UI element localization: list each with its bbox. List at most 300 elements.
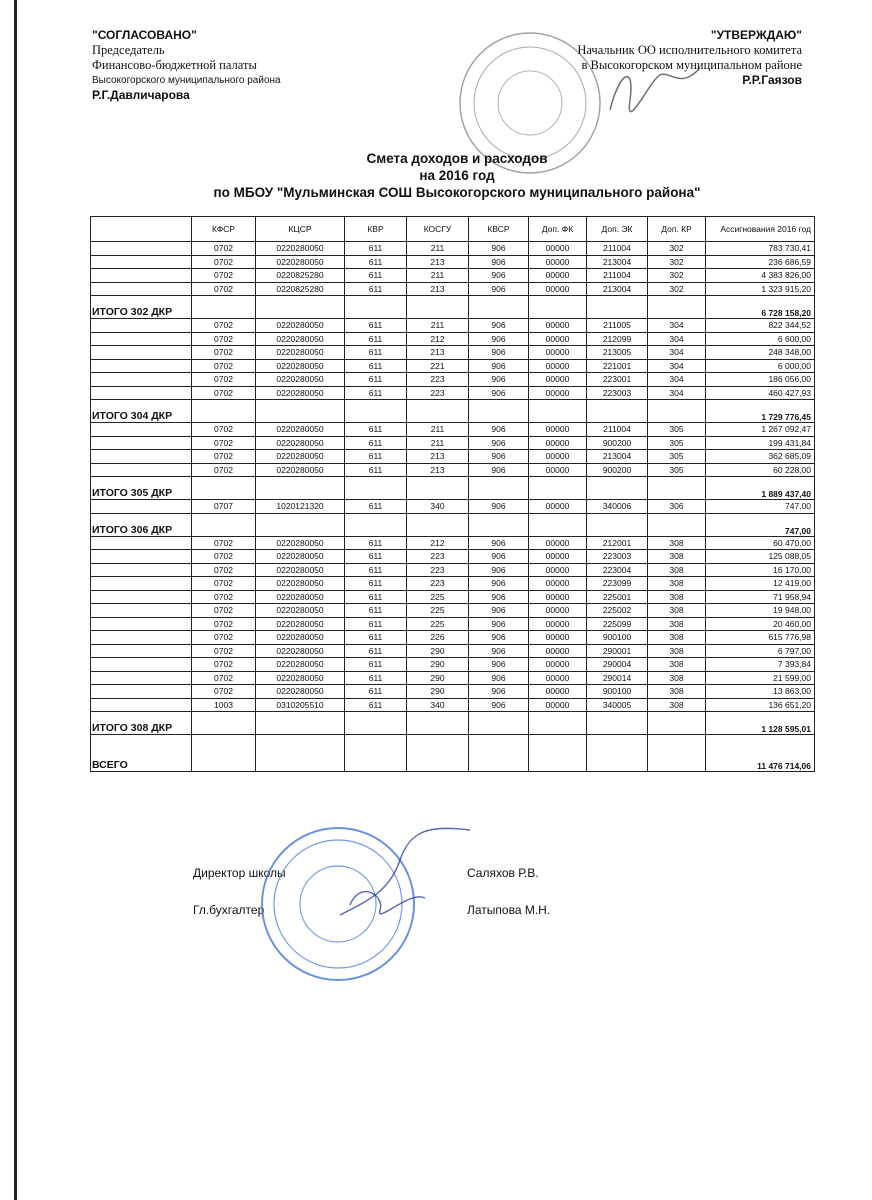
table-row <box>91 698 815 712</box>
table-cell: 290 <box>407 658 469 672</box>
empty-cell <box>529 735 587 772</box>
table-cell: 305 <box>648 436 706 450</box>
row-label-cell <box>91 500 192 514</box>
table-cell: 00000 <box>529 644 587 658</box>
table-cell: 00000 <box>529 577 587 591</box>
empty-cell <box>407 712 469 735</box>
table-cell: 0702 <box>192 242 256 256</box>
approval-left-line1: Председатель <box>92 43 165 57</box>
table-cell: 906 <box>469 423 529 437</box>
table-cell: 611 <box>345 359 407 373</box>
column-header: Доп. ЭК <box>587 217 648 242</box>
row-label-cell <box>91 658 192 672</box>
director-role: Директор школы <box>193 866 286 880</box>
table-cell: 906 <box>469 386 529 400</box>
table-cell: 00000 <box>529 658 587 672</box>
table-cell: 611 <box>345 536 407 550</box>
table-cell: 00000 <box>529 631 587 645</box>
table-cell: 0220280050 <box>256 386 345 400</box>
table-cell: 213 <box>407 282 469 296</box>
table-row <box>91 373 815 387</box>
table-cell: 225002 <box>587 604 648 618</box>
table-cell: 0220280050 <box>256 550 345 564</box>
table-row <box>91 685 815 699</box>
table-cell: 611 <box>345 671 407 685</box>
table-cell: 0702 <box>192 590 256 604</box>
total-label: ИТОГО 302 ДКР <box>91 296 192 319</box>
table-cell: 290004 <box>587 658 648 672</box>
approval-right-block <box>577 28 802 88</box>
table-cell: 00000 <box>529 463 587 477</box>
table-cell: 305 <box>648 463 706 477</box>
table-row <box>91 617 815 631</box>
row-label-cell <box>91 617 192 631</box>
table-cell: 0220280050 <box>256 671 345 685</box>
empty-cell <box>587 296 648 319</box>
table-cell: 304 <box>648 386 706 400</box>
table-cell: 611 <box>345 242 407 256</box>
table-cell: 00000 <box>529 563 587 577</box>
table-cell: 00000 <box>529 550 587 564</box>
empty-cell <box>469 735 529 772</box>
table-cell: 125 088,05 <box>706 550 815 564</box>
table-cell: 0220280050 <box>256 577 345 591</box>
title-line2: на 2016 год <box>419 168 495 183</box>
table-cell: 611 <box>345 685 407 699</box>
empty-cell <box>345 477 407 500</box>
row-label-cell <box>91 463 192 477</box>
empty-cell <box>256 712 345 735</box>
table-cell: 611 <box>345 386 407 400</box>
table-cell: 290 <box>407 671 469 685</box>
table-cell: 308 <box>648 617 706 631</box>
table-cell: 460 427,93 <box>706 386 815 400</box>
row-label-cell <box>91 242 192 256</box>
column-header: Доп. ФК <box>529 217 587 242</box>
table-cell: 0702 <box>192 536 256 550</box>
table-cell: 00000 <box>529 282 587 296</box>
table-cell: 0702 <box>192 332 256 346</box>
table-cell: 611 <box>345 658 407 672</box>
total-label: ВСЕГО <box>91 735 192 772</box>
table-cell: 611 <box>345 500 407 514</box>
table-cell: 0702 <box>192 373 256 387</box>
table-cell: 213005 <box>587 346 648 360</box>
empty-cell <box>256 735 345 772</box>
table-cell: 1 323 915,20 <box>706 282 815 296</box>
table-cell: 906 <box>469 346 529 360</box>
empty-cell <box>648 735 706 772</box>
table-cell: 906 <box>469 500 529 514</box>
table-row <box>91 604 815 618</box>
table-cell: 211004 <box>587 242 648 256</box>
table-cell: 211 <box>407 242 469 256</box>
table-cell: 00000 <box>529 604 587 618</box>
row-label-cell <box>91 282 192 296</box>
table-row <box>91 255 815 269</box>
table-cell: 223003 <box>587 550 648 564</box>
table-cell: 0220280050 <box>256 631 345 645</box>
grand-total-row <box>91 735 815 772</box>
table-row <box>91 563 815 577</box>
table-cell: 213004 <box>587 450 648 464</box>
empty-cell <box>587 735 648 772</box>
table-cell: 211004 <box>587 423 648 437</box>
table-cell: 211005 <box>587 319 648 333</box>
title-line3: по МБОУ "Мульминская СОШ Высокогорского муниципального района" <box>213 185 701 200</box>
table-cell: 611 <box>345 269 407 283</box>
row-label-cell <box>91 590 192 604</box>
empty-cell <box>407 513 469 536</box>
empty-cell <box>587 400 648 423</box>
table-cell: 213004 <box>587 255 648 269</box>
table-cell: 212099 <box>587 332 648 346</box>
table-cell: 223 <box>407 550 469 564</box>
empty-cell <box>529 296 587 319</box>
table-cell: 906 <box>469 536 529 550</box>
table-cell: 0702 <box>192 346 256 360</box>
document-title <box>92 150 822 201</box>
table-cell: 00000 <box>529 319 587 333</box>
table-row <box>91 386 815 400</box>
table-cell: 211 <box>407 319 469 333</box>
table-cell: 223 <box>407 373 469 387</box>
table-row <box>91 577 815 591</box>
table-cell: 0220280050 <box>256 242 345 256</box>
table-cell: 00000 <box>529 346 587 360</box>
table-cell: 308 <box>648 631 706 645</box>
table-cell: 4 383 826,00 <box>706 269 815 283</box>
table-cell: 223 <box>407 386 469 400</box>
empty-cell <box>345 712 407 735</box>
table-cell: 223099 <box>587 577 648 591</box>
table-cell: 308 <box>648 550 706 564</box>
table-cell: 308 <box>648 644 706 658</box>
table-row <box>91 319 815 333</box>
empty-cell <box>192 477 256 500</box>
table-cell: 21 599,00 <box>706 671 815 685</box>
table-cell: 308 <box>648 671 706 685</box>
empty-cell <box>648 712 706 735</box>
row-label-cell <box>91 450 192 464</box>
row-label-cell <box>91 685 192 699</box>
total-label: ИТОГО 305 ДКР <box>91 477 192 500</box>
empty-cell <box>469 712 529 735</box>
table-cell: 611 <box>345 423 407 437</box>
column-header: КВР <box>345 217 407 242</box>
table-cell: 611 <box>345 577 407 591</box>
director-name: Саляхов Р.В. <box>467 866 539 880</box>
table-cell: 226 <box>407 631 469 645</box>
table-cell: 290 <box>407 685 469 699</box>
approval-left-heading: "СОГЛАСОВАНО" <box>92 28 197 42</box>
table-cell: 304 <box>648 319 706 333</box>
table-cell: 308 <box>648 685 706 699</box>
table-cell: 0702 <box>192 463 256 477</box>
table-cell: 611 <box>345 346 407 360</box>
table-cell: 225099 <box>587 617 648 631</box>
column-header: КЦСР <box>256 217 345 242</box>
table-header-row <box>91 217 815 242</box>
table-cell: 302 <box>648 242 706 256</box>
table-cell: 0702 <box>192 644 256 658</box>
table-cell: 611 <box>345 550 407 564</box>
row-label-cell <box>91 423 192 437</box>
table-cell: 302 <box>648 282 706 296</box>
table-cell: 304 <box>648 373 706 387</box>
table-cell: 248 348,00 <box>706 346 815 360</box>
table-cell: 223 <box>407 563 469 577</box>
table-cell: 302 <box>648 269 706 283</box>
column-header: КВСР <box>469 217 529 242</box>
table-cell: 6 797,00 <box>706 644 815 658</box>
table-cell: 906 <box>469 463 529 477</box>
table-cell: 00000 <box>529 359 587 373</box>
table-cell: 225 <box>407 604 469 618</box>
table-cell: 340 <box>407 500 469 514</box>
row-label-cell <box>91 269 192 283</box>
table-cell: 906 <box>469 577 529 591</box>
table-cell: 221001 <box>587 359 648 373</box>
table-cell: 906 <box>469 604 529 618</box>
table-cell: 906 <box>469 644 529 658</box>
row-label-cell <box>91 644 192 658</box>
table-row <box>91 536 815 550</box>
school-stamp <box>258 824 418 984</box>
empty-cell <box>407 400 469 423</box>
table-cell: 212 <box>407 332 469 346</box>
table-cell: 213 <box>407 450 469 464</box>
column-header: КФСР <box>192 217 256 242</box>
table-cell: 0220280050 <box>256 463 345 477</box>
table-cell: 0220280050 <box>256 346 345 360</box>
table-cell: 211 <box>407 269 469 283</box>
table-cell: 308 <box>648 577 706 591</box>
table-cell: 308 <box>648 604 706 618</box>
table-row <box>91 242 815 256</box>
budget-table <box>90 216 815 772</box>
total-value: 1 128 595,01 <box>706 712 815 735</box>
empty-cell <box>407 296 469 319</box>
table-cell: 0702 <box>192 604 256 618</box>
table-cell: 611 <box>345 604 407 618</box>
table-cell: 305 <box>648 450 706 464</box>
table-cell: 906 <box>469 373 529 387</box>
empty-cell <box>256 513 345 536</box>
subtotal-row <box>91 400 815 423</box>
subtotal-row <box>91 296 815 319</box>
table-cell: 12 419,00 <box>706 577 815 591</box>
table-cell: 900100 <box>587 685 648 699</box>
table-row <box>91 671 815 685</box>
table-cell: 223004 <box>587 563 648 577</box>
table-cell: 0702 <box>192 450 256 464</box>
empty-cell <box>407 477 469 500</box>
table-cell: 223003 <box>587 386 648 400</box>
table-cell: 00000 <box>529 685 587 699</box>
total-value: 6 728 158,20 <box>706 296 815 319</box>
table-cell: 290001 <box>587 644 648 658</box>
empty-cell <box>256 400 345 423</box>
table-cell: 0702 <box>192 423 256 437</box>
table-cell: 1 267 092,47 <box>706 423 815 437</box>
column-header <box>91 217 192 242</box>
row-label-cell <box>91 373 192 387</box>
table-cell: 302 <box>648 255 706 269</box>
empty-cell <box>345 296 407 319</box>
table-cell: 00000 <box>529 617 587 631</box>
row-label-cell <box>91 577 192 591</box>
empty-cell <box>192 400 256 423</box>
table-cell: 611 <box>345 319 407 333</box>
empty-cell <box>256 477 345 500</box>
total-label: ИТОГО 308 ДКР <box>91 712 192 735</box>
table-cell: 213 <box>407 346 469 360</box>
table-cell: 0702 <box>192 577 256 591</box>
empty-cell <box>529 400 587 423</box>
table-row <box>91 658 815 672</box>
table-cell: 308 <box>648 698 706 712</box>
table-cell: 0310205510 <box>256 698 345 712</box>
total-value: 747,00 <box>706 513 815 536</box>
empty-cell <box>192 296 256 319</box>
table-cell: 0220280050 <box>256 590 345 604</box>
table-cell: 906 <box>469 436 529 450</box>
table-cell: 308 <box>648 658 706 672</box>
table-cell: 213 <box>407 463 469 477</box>
table-cell: 0702 <box>192 436 256 450</box>
empty-cell <box>648 296 706 319</box>
table-cell: 906 <box>469 658 529 672</box>
table-cell: 340 <box>407 698 469 712</box>
table-cell: 304 <box>648 359 706 373</box>
table-cell: 906 <box>469 282 529 296</box>
table-cell: 906 <box>469 671 529 685</box>
table-cell: 747,00 <box>706 500 815 514</box>
empty-cell <box>345 735 407 772</box>
table-cell: 0707 <box>192 500 256 514</box>
row-label-cell <box>91 604 192 618</box>
empty-cell <box>648 400 706 423</box>
table-cell: 340006 <box>587 500 648 514</box>
row-label-cell <box>91 671 192 685</box>
table-cell: 0220280050 <box>256 255 345 269</box>
approval-right-name: Р.Р.Гаязов <box>742 73 802 87</box>
table-row <box>91 500 815 514</box>
empty-cell <box>469 513 529 536</box>
table-row <box>91 436 815 450</box>
table-row <box>91 269 815 283</box>
row-label-cell <box>91 332 192 346</box>
table-cell: 212001 <box>587 536 648 550</box>
table-cell: 0220280050 <box>256 332 345 346</box>
table-cell: 16 170,00 <box>706 563 815 577</box>
table-cell: 7 393,84 <box>706 658 815 672</box>
empty-cell <box>192 513 256 536</box>
table-cell: 290 <box>407 644 469 658</box>
row-label-cell <box>91 698 192 712</box>
table-cell: 19 948,00 <box>706 604 815 618</box>
table-cell: 0220280050 <box>256 450 345 464</box>
table-cell: 906 <box>469 255 529 269</box>
table-cell: 211 <box>407 423 469 437</box>
table-cell: 308 <box>648 536 706 550</box>
table-cell: 225 <box>407 617 469 631</box>
table-row <box>91 644 815 658</box>
approval-right-line1: Начальник ОО исполнительного комитета <box>577 43 802 57</box>
table-cell: 906 <box>469 590 529 604</box>
empty-cell <box>648 513 706 536</box>
table-cell: 212 <box>407 536 469 550</box>
table-cell: 00000 <box>529 450 587 464</box>
total-value: 1 889 437,40 <box>706 477 815 500</box>
table-cell: 306 <box>648 500 706 514</box>
table-cell: 00000 <box>529 536 587 550</box>
row-label-cell <box>91 359 192 373</box>
table-cell: 00000 <box>529 332 587 346</box>
table-cell: 60 470,00 <box>706 536 815 550</box>
approval-left-block <box>92 28 281 103</box>
table-cell: 611 <box>345 373 407 387</box>
empty-cell <box>469 400 529 423</box>
total-value: 11 476 714,06 <box>706 735 815 772</box>
table-cell: 1003 <box>192 698 256 712</box>
table-row <box>91 550 815 564</box>
table-cell: 906 <box>469 563 529 577</box>
empty-cell <box>587 477 648 500</box>
table-row <box>91 450 815 464</box>
table-cell: 900200 <box>587 436 648 450</box>
table-cell: 225001 <box>587 590 648 604</box>
approval-right-line2: в Высокогорском муниципальном районе <box>581 58 802 72</box>
table-cell: 0702 <box>192 319 256 333</box>
table-cell: 00000 <box>529 436 587 450</box>
table-cell: 6 000,00 <box>706 359 815 373</box>
table-cell: 822 344,52 <box>706 319 815 333</box>
empty-cell <box>192 735 256 772</box>
table-cell: 906 <box>469 617 529 631</box>
table-cell: 00000 <box>529 500 587 514</box>
table-cell: 0702 <box>192 269 256 283</box>
table-cell: 213004 <box>587 282 648 296</box>
accountant-name: Латыпова М.Н. <box>467 903 551 917</box>
table-cell: 0702 <box>192 282 256 296</box>
empty-cell <box>469 296 529 319</box>
table-cell: 00000 <box>529 386 587 400</box>
table-cell: 0220280050 <box>256 604 345 618</box>
table-cell: 611 <box>345 332 407 346</box>
table-cell: 611 <box>345 617 407 631</box>
empty-cell <box>587 513 648 536</box>
row-label-cell <box>91 255 192 269</box>
empty-cell <box>256 296 345 319</box>
table-cell: 0220280050 <box>256 685 345 699</box>
subtotal-row <box>91 513 815 536</box>
empty-cell <box>345 513 407 536</box>
table-row <box>91 463 815 477</box>
table-cell: 611 <box>345 282 407 296</box>
table-cell: 0220280050 <box>256 319 345 333</box>
approval-right-heading: "УТВЕРЖДАЮ" <box>710 28 802 42</box>
empty-cell <box>529 477 587 500</box>
subtotal-row <box>91 477 815 500</box>
table-cell: 0702 <box>192 359 256 373</box>
table-cell: 900200 <box>587 463 648 477</box>
table-cell: 0702 <box>192 685 256 699</box>
table-cell: 906 <box>469 269 529 283</box>
table-cell: 00000 <box>529 269 587 283</box>
table-cell: 906 <box>469 242 529 256</box>
